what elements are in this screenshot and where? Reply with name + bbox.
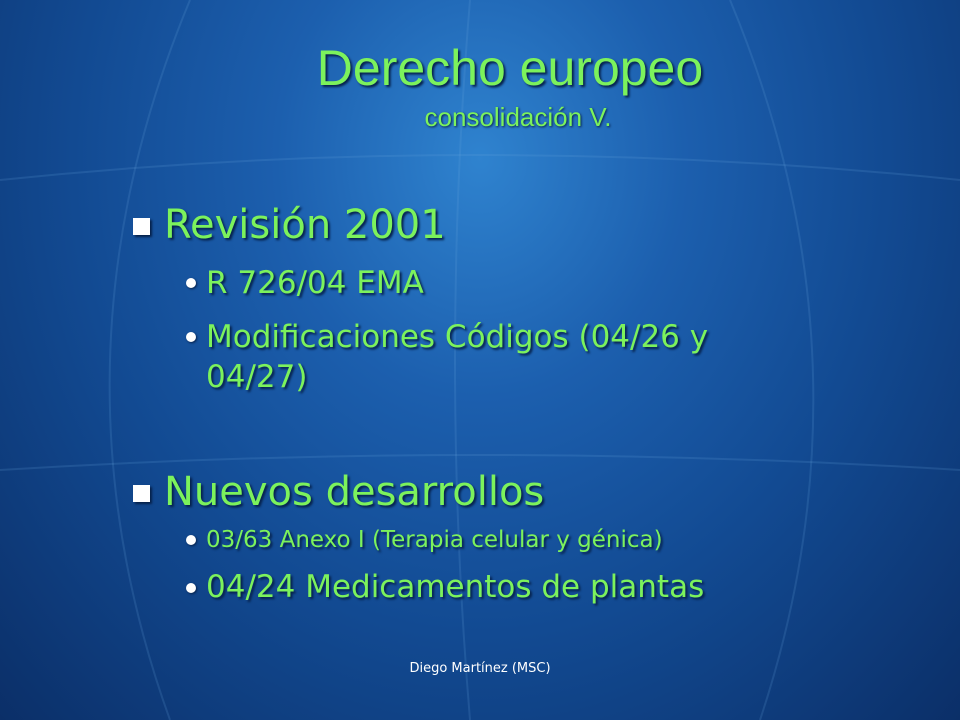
- round-bullet-icon: [186, 332, 196, 342]
- list-item-continuation: 04/27): [206, 359, 308, 395]
- section-heading-nuevos: Nuevos desarrollos: [164, 469, 545, 515]
- list-item: 03/63 Anexo I (Terapia celular y génica): [206, 527, 663, 553]
- slide-title: Derecho europeo: [316, 40, 704, 96]
- square-bullet-icon: [133, 485, 150, 502]
- round-bullet-icon: [186, 535, 196, 545]
- list-item: R 726/04 EMA: [206, 265, 424, 301]
- slide-footer: Diego Martínez (MSC): [409, 661, 551, 676]
- round-bullet-icon: [186, 583, 196, 593]
- section-heading-revision: Revisión 2001: [164, 202, 446, 248]
- list-item: 04/24 Medicamentos de plantas: [206, 569, 705, 605]
- list-item: Modificaciones Códigos (04/26 y: [206, 319, 709, 355]
- square-bullet-icon: [133, 218, 150, 235]
- slide-subtitle: consolidación V.: [424, 102, 612, 132]
- round-bullet-icon: [186, 278, 196, 288]
